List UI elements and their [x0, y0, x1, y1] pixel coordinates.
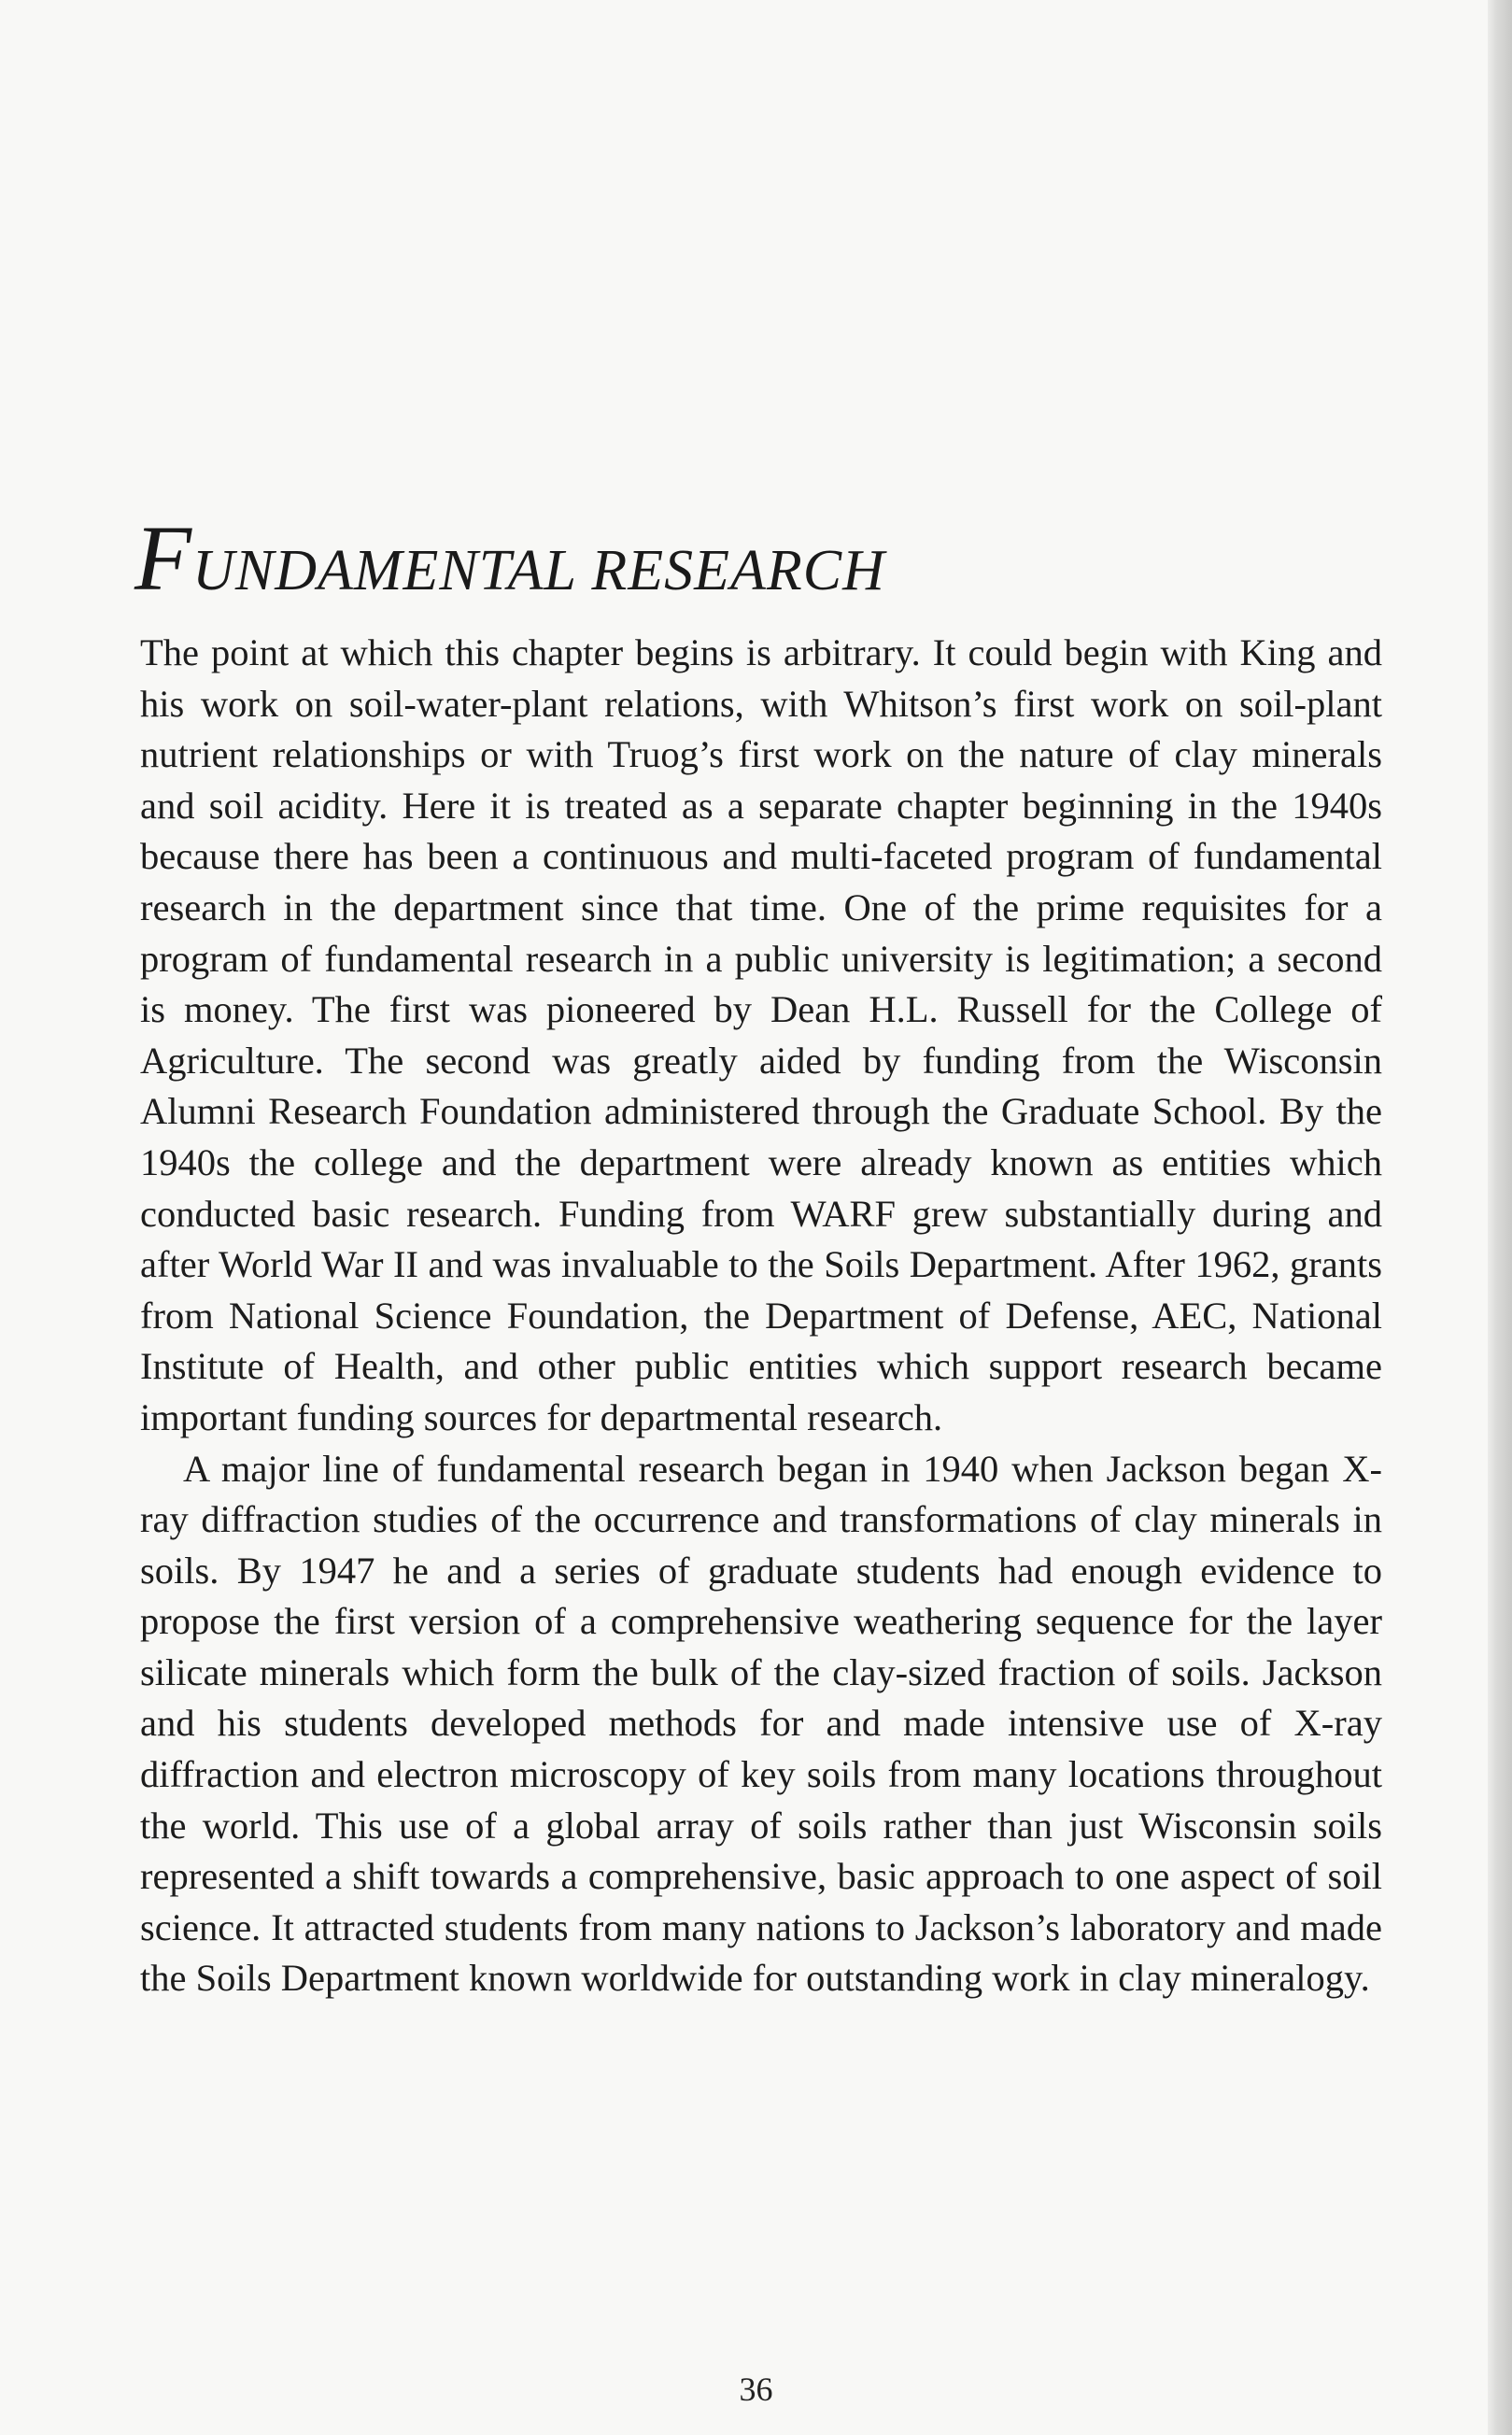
- chapter-title-text: UNDAMENTAL RESEARCH: [192, 539, 885, 602]
- page-edge-shadow: [1488, 0, 1512, 2435]
- body-paragraph-1: The point at which this chapter begins is arbitrary. It could begin with King and his work on soil-water-plant relations, with Whitson’s first work on soil-plant nutrient relationships or with Truog’s first work on the nature of clay minerals and soil acidity. Here it is treated as a separate chapter beginning in the 1940s because there has been a continuous and multi-faceted program of fundamental research in the department since that time. One of the prime requisites for a program of fundamental research in a public university is legitimation; a second is money. The first was pioneered by Dean H.L. Russell for the College of Agriculture. The second was greatly aided by funding from the Wisconsin Alumni Research Foundation administered through the Graduate School. By the 1940s the college and the department were already known as entities which conducted basic research. Funding from WARF grew substantially during and after World War II and was invaluable to the Soils Department. After 1962, grants from National Science Foundation, the Department of Defense, AEC, National Institute of Health, and other public entities which support research became important funding sources for departmental research.: [140, 631, 1382, 1438]
- chapter-title-initial: F: [134, 506, 193, 610]
- chapter-title: [134, 506, 1382, 610]
- body-paragraph-2: A major line of fundamental research began in 1940 when Jackson began X-ray diffraction studies of the occurrence and transformations of clay minerals in soils. By 1947 he and a series of graduate students had enough evidence to propose the first version of a comprehensive weathering sequence for the layer silicate minerals which form the bulk of the clay-sized fraction of soils. Jackson and his students developed methods for and made intensive use of X-ray diffraction and electron microscopy of key soils from many locations throughout the world. This use of a global array of soils rather than just Wisconsin soils represented a shift towards a comprehensive, basic approach to one aspect of soil science. It attracted students from many nations to Jackson’s laboratory and made the Soils Department known worldwide for outstanding work in clay mineralogy.: [140, 1447, 1382, 2000]
- page-content: [134, 506, 1382, 2004]
- page-number: 36: [739, 2371, 773, 2408]
